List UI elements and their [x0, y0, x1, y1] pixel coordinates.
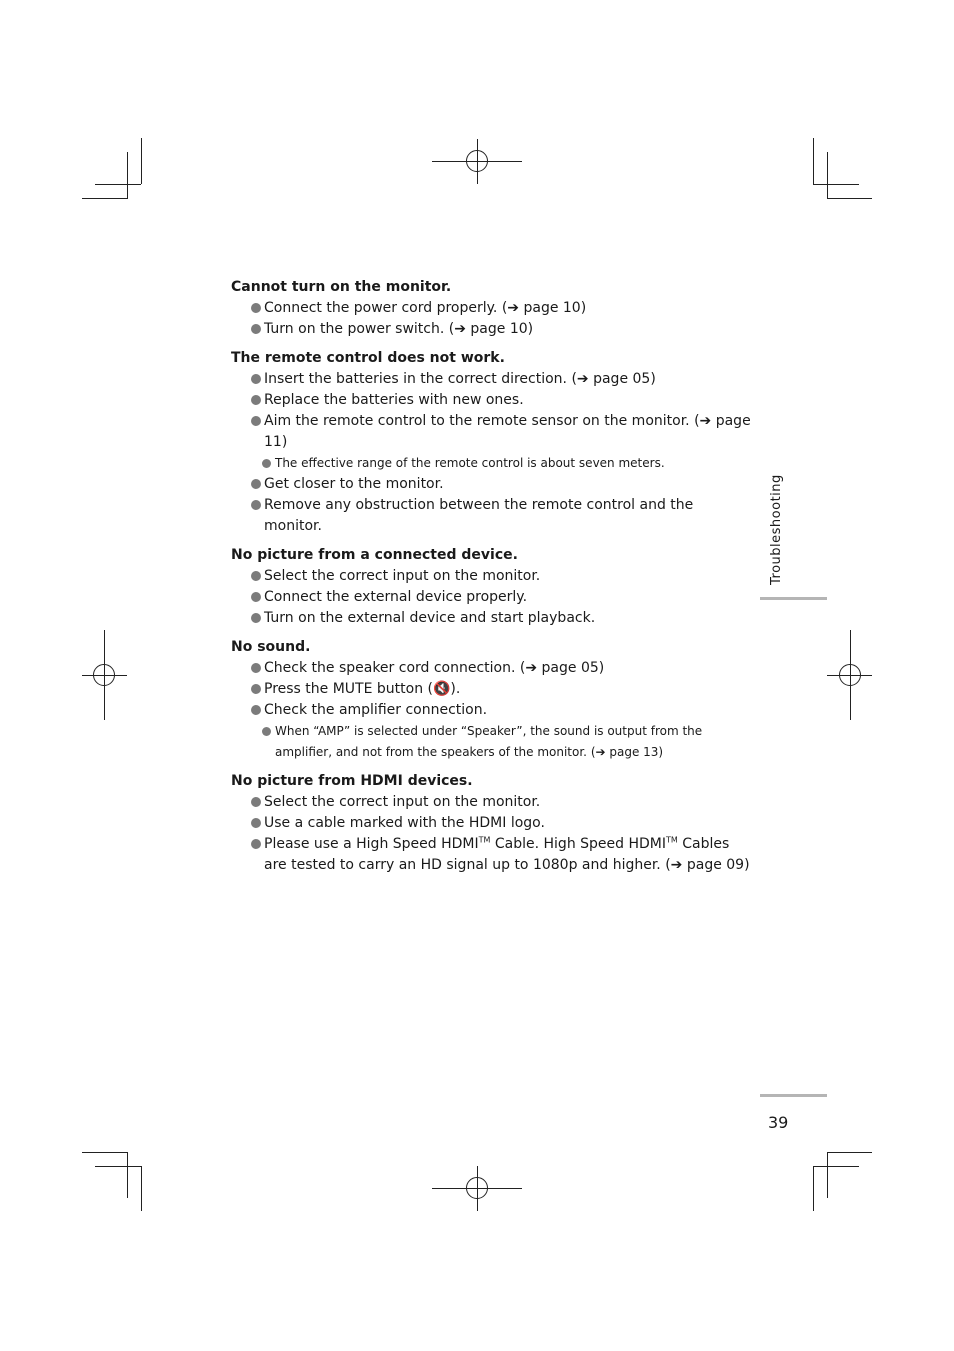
bullet-icon	[251, 684, 261, 694]
bullet-icon	[251, 324, 261, 334]
bullet-icon	[251, 479, 261, 489]
list-item: Press the MUTE button (🔇).	[231, 679, 751, 700]
section-no-picture-hdmi	[231, 771, 751, 876]
bullet-icon	[251, 374, 261, 384]
list-item: Select the correct input on the monitor.	[231, 792, 751, 813]
side-tab-divider	[760, 597, 827, 600]
bullet-icon	[262, 727, 271, 736]
bullet-icon	[251, 797, 261, 807]
list-item: Check the speaker cord connection. (➔ page 05)	[231, 658, 751, 679]
list-item: Select the correct input on the monitor.	[231, 566, 751, 587]
list-item: Check the amplifier connection.	[231, 700, 751, 721]
section-title: No picture from a connected device.	[231, 547, 518, 563]
bullet-icon	[251, 500, 261, 510]
section-title: No sound.	[231, 639, 311, 655]
bullet-icon	[251, 663, 261, 673]
bullet-icon	[251, 416, 261, 426]
list-item: Turn on the external device and start playback.	[231, 608, 751, 629]
bullet-icon	[251, 571, 261, 581]
bullet-icon	[251, 839, 261, 849]
sub-list-item: The effective range of the remote control is about seven meters.	[231, 453, 751, 474]
troubleshooting-content	[231, 277, 751, 884]
page-number: 39	[768, 1113, 789, 1132]
section-no-sound	[231, 637, 751, 763]
section-remote-control	[231, 348, 751, 537]
list-item: Connect the power cord properly. (➔ page 10)	[231, 298, 751, 319]
list-item: Insert the batteries in the correct direction. (➔ page 05)	[231, 369, 751, 390]
list-item: Get closer to the monitor.	[231, 474, 751, 495]
bullet-icon	[251, 705, 261, 715]
bullet-icon	[251, 818, 261, 828]
section-no-picture-device	[231, 545, 751, 629]
section-cannot-turn-on	[231, 277, 751, 340]
list-item: Remove any obstruction between the remote control and the monitor.	[231, 495, 751, 537]
side-tab-label: Troubleshooting	[769, 474, 784, 585]
bullet-icon	[251, 592, 261, 602]
list-item: Turn on the power switch. (➔ page 10)	[231, 319, 751, 340]
list-item: Replace the batteries with new ones.	[231, 390, 751, 411]
bullet-icon	[262, 459, 271, 468]
page-number-divider	[760, 1094, 827, 1097]
section-title: No picture from HDMI devices.	[231, 773, 473, 789]
list-item: Please use a High Speed HDMI™ Cable. High Speed HDMI™ Cables are tested to carry an HD signal up to 1080p and higher. (➔ page 09)	[231, 834, 751, 876]
section-title: The remote control does not work.	[231, 350, 505, 366]
bullet-icon	[251, 395, 261, 405]
section-title: Cannot turn on the monitor.	[231, 279, 452, 295]
bullet-icon	[251, 613, 261, 623]
sub-list-item: When “AMP” is selected under “Speaker”, the sound is output from the amplifier, and not from the speakers of the monitor. (➔ page 13)	[231, 721, 751, 763]
list-item: Use a cable marked with the HDMI logo.	[231, 813, 751, 834]
bullet-icon	[251, 303, 261, 313]
list-item: Aim the remote control to the remote sensor on the monitor. (➔ page 11)	[231, 411, 751, 453]
list-item: Connect the external device properly.	[231, 587, 751, 608]
